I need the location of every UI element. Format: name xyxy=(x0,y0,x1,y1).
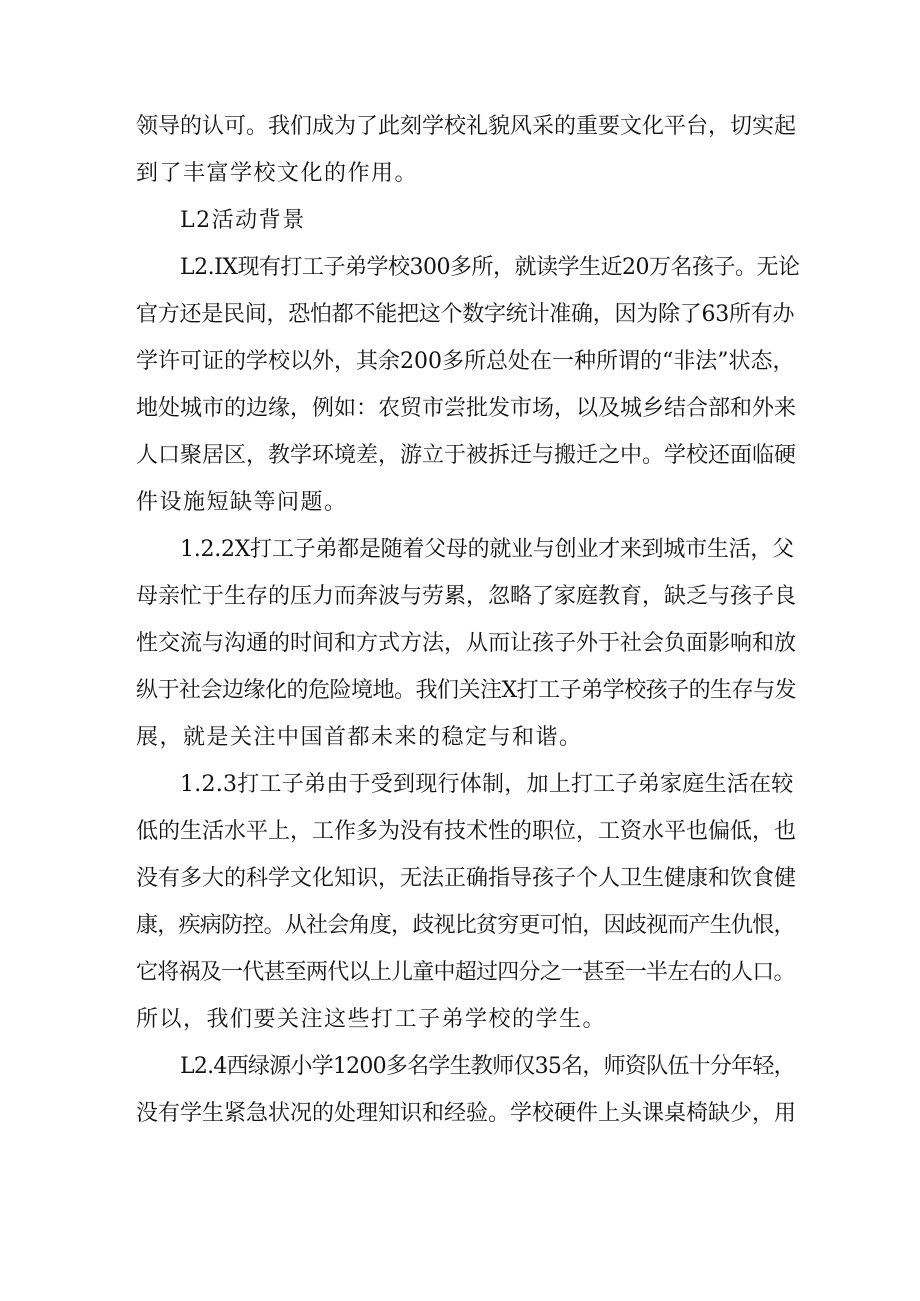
text-line: L2.IX现有打工子弟学校300多所，就读学生近20万名孩子。无论 xyxy=(180,255,800,280)
text-line: 低的生活水平上，工作多为没有技术性的职位，工资水平也偏低，也 xyxy=(136,819,797,844)
paragraph xyxy=(136,761,800,1043)
text-line: 它将祸及一代甚至两代以上儿童中超过四分之一甚至一半左右的人口。 xyxy=(136,960,795,985)
text-line: 母亲忙于生存的压力而奔波与劳累，忽略了家庭教育，缺乏与孩子良 xyxy=(136,584,797,609)
paragraph xyxy=(136,1043,800,1137)
text-line: 康，疾病防控。从社会角度，歧视比贫穷更可怕，因歧视而产生仇恨， xyxy=(136,913,795,938)
text-line: 领导的认可。我们成为了此刻学校礼貌风采的重要文化平台，切实起 xyxy=(136,114,797,139)
text-line: 纵于社会边缘化的危险境地。我们关注X打工子弟学校孩子的生存与发 xyxy=(136,678,797,703)
text-line: 人口聚居区，教学环境差，游立于被拆迁与搬迁之中。学校还面临硬 xyxy=(136,443,797,468)
text-line: 所以，我们要关注这些打工子弟学校的学生。 xyxy=(136,1007,607,1032)
text-line: L2活动背景 xyxy=(180,208,306,233)
text-line: L2.4西绿源小学1200多名学生教师仅35名，师资队伍十分年轻， xyxy=(180,1054,795,1079)
text-line: 没有学生紧急状况的处理知识和经验。学校硬件上头课桌椅缺少，用 xyxy=(136,1101,797,1126)
text-line: 学许可证的学校以外，其余200多所总处在一种所谓的“非法”状态， xyxy=(136,349,795,374)
text-line: 展，就是关注中国首都未来的稳定与和谐。 xyxy=(136,725,583,750)
paragraph xyxy=(136,197,800,244)
document-body xyxy=(136,103,800,1137)
paragraph xyxy=(136,244,800,526)
text-line: 性交流与沟通的时间和方式方法，从而让孩子外于社会负面影响和放 xyxy=(136,631,797,656)
text-line: 地处城市的边缘，例如：农贸市尝批发市场，以及城乡结合部和外来 xyxy=(136,396,797,421)
text-line: 官方还是民间，恐怕都不能把这个数字统计准确，因为除了63所有办 xyxy=(136,302,795,327)
paragraph xyxy=(136,103,800,197)
text-line: 1.2.3打工子弟由于受到现行体制，加上打工子弟家庭生活在较 xyxy=(180,772,794,797)
text-line: 1.2.2X打工子弟都是随着父母的就业与创业才来到城市生活，父 xyxy=(180,537,794,562)
text-line: 到了丰富学校文化的作用。 xyxy=(136,161,419,186)
text-line: 没有多大的科学文化知识，无法正确指导孩子个人卫生健康和饮食健 xyxy=(136,866,797,891)
paragraph xyxy=(136,526,800,761)
text-line: 件设施短缺等问题。 xyxy=(136,490,348,515)
